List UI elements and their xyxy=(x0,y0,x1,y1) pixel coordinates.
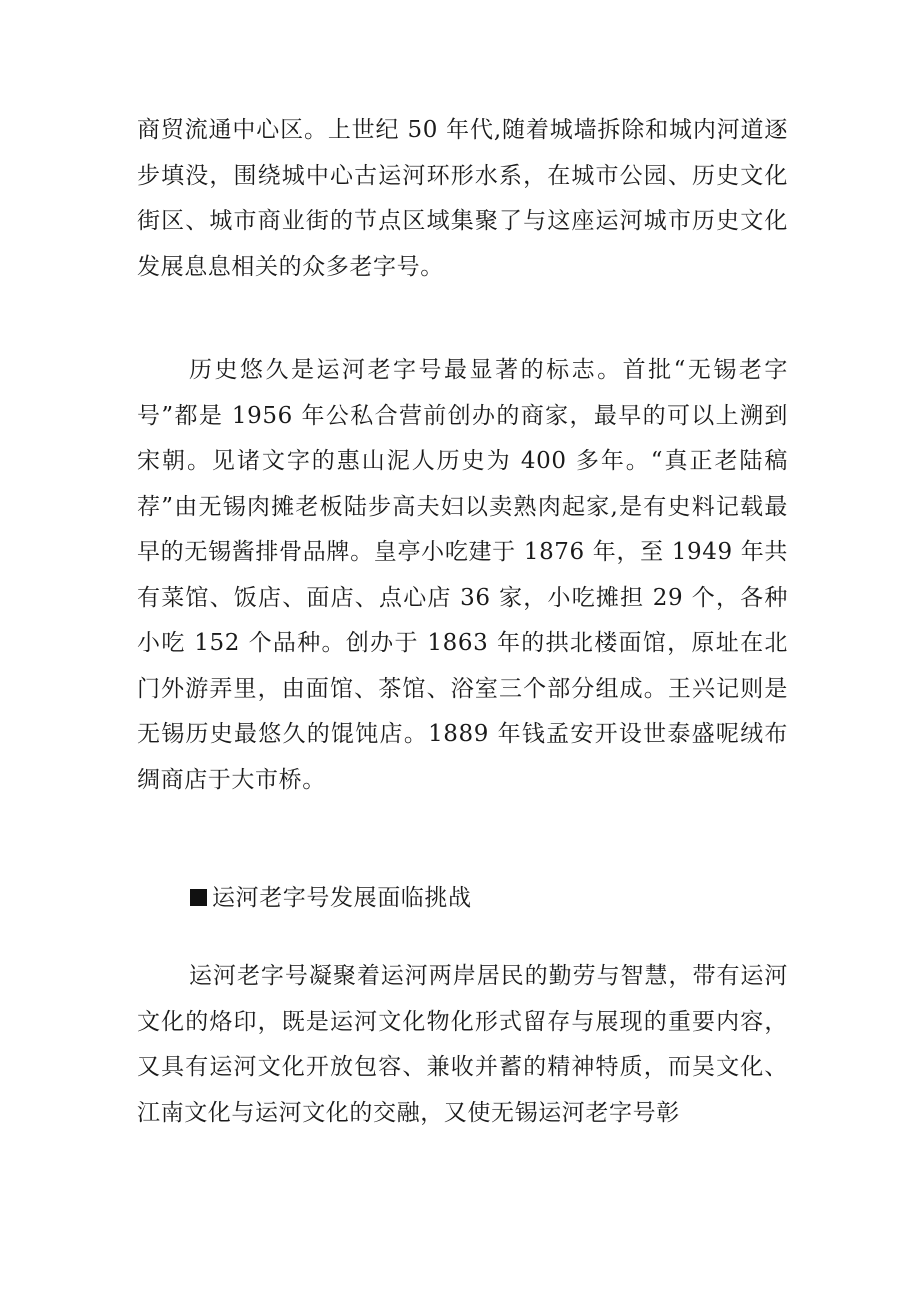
section-heading-text: 运河老字号发展面临挑战 xyxy=(212,885,472,911)
paragraph-continuation: 商贸流通中心区。上世纪 50 年代,随着城墙拆除和城内河道逐步填没，围绕城中心古运河环形水系，在城市公园、历史文化街区、城市商业街的节点区域集聚了与这座运河城市历史文化发展息息相关的众多老字号。 xyxy=(137,117,788,280)
section-heading xyxy=(190,876,472,921)
paragraph-culture: 运河老字号凝聚着运河两岸居民的勤劳与智慧，带有运河文化的烙印，既是运河文化物化形式留存与展现的重要内容，又具有运河文化开放包容、兼收并蓄的精神特质，而吴文化、江南文化与运河文化的交融，又使无锡运河老字号彰 xyxy=(137,963,788,1126)
black-square-icon xyxy=(190,889,207,906)
paragraph-history: 历史悠久是运河老字号最显著的标志。首批“无锡老字号”都是 1956 年公私合营前创办的商家，最早的可以上溯到宋朝。见诸文字的惠山泥人历史为 400 多年。“真正老陆稿荐”由无锡肉摊老板陆步高夫妇以卖熟肉起家,是有史料记载最早的无锡酱排骨品牌。皇亭小吃建于 1876 年，至 1949 年共有菜馆、饭店、面店、点心店 36 家，小吃摊担 29 个，各种小吃 152 个品种。创办于 1863 年的拱北楼面馆，原址在北门外游弄里，由面馆、茶馆、浴室三个部分组成。王兴记则是无锡历史最悠久的馄饨店。1889 年钱孟安开设世泰盛呢绒布绸商店于大市桥。 xyxy=(137,357,788,793)
